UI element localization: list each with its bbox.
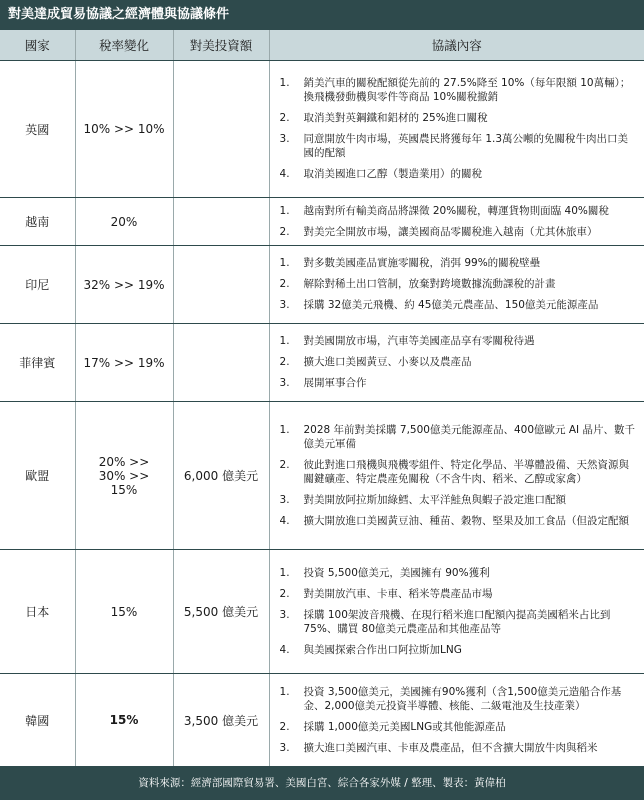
country-cell: 歐盟: [0, 402, 75, 550]
investment-cell: 6,000 億美元: [173, 402, 269, 550]
content-cell: [269, 324, 644, 402]
list-item: 2028 年前對美採購 7,500億美元能源產品、400億歐元 AI 晶片、數千億美元軍備: [303, 423, 635, 450]
country-cell: 菲律賓: [0, 324, 75, 402]
content-cell: [269, 198, 644, 246]
investment-cell: [173, 324, 269, 402]
list-item: 擴大進口美國汽車、卡車及農產品，但不含擴大開放牛肉與稻米: [303, 741, 598, 754]
list-item: 銷美汽車的關稅配額從先前的 27.5%降至 10%（每年限額 10萬輛）；換飛機發動機與零件等商品 10%關稅撤銷: [303, 77, 631, 103]
list-item: 對美開放汽車、卡車、稻米等農產品市場: [303, 587, 493, 600]
country-cell: 印尼: [0, 246, 75, 324]
tariff-cell: 15%: [75, 674, 173, 767]
table-row: [0, 550, 644, 674]
tariff-cell: 17% >> 19%: [75, 324, 173, 402]
list-item: 擴大開放進口美國黃豆油、種苗、穀物、堅果及加工食品（但設定配額: [303, 514, 629, 527]
investment-cell: [173, 61, 269, 198]
header-investment: 對美投資額: [173, 30, 269, 61]
content-cell: [269, 550, 644, 674]
tariff-cell: 20%: [75, 198, 173, 246]
list-item: 展開軍事合作: [303, 377, 367, 389]
source-footer: 資料來源：經濟部國際貿易署、美國白宮、綜合各家外媒 / 整理、製表：黃偉柏: [0, 766, 644, 800]
tariff-cell: 20% >> 30% >> 15%: [75, 402, 173, 550]
content-cell: [269, 674, 644, 767]
investment-cell: 5,500 億美元: [173, 550, 269, 674]
investment-cell: 3,500 億美元: [173, 674, 269, 767]
list-item: 對美開放阿拉斯加綠鱈、太平洋鮭魚與蝦子設定進口配額: [303, 493, 566, 506]
header-content: 協議內容: [269, 30, 644, 61]
list-item: 採購 32億美元飛機、約 45億美元農產品、150億美元能源產品: [303, 299, 599, 311]
list-item: 對美完全開放市場，讓美國商品零關稅進入越南（尤其休旅車）: [303, 225, 598, 238]
content-cell: [269, 61, 644, 198]
list-item: 投資 3,500億美元，美國擁有90%獲利（含1,500億美元造船合作基金、2,000億美元投資半導體、核能、二級電池及生技產業）: [303, 685, 622, 712]
list-item: 與美國探索合作出口阿拉斯加LNG: [303, 643, 462, 656]
list-item: 採購 1,000億美元美國LNG或其他能源產品: [303, 720, 506, 733]
list-item: 投資 5,500億美元，美國擁有 90%獲利: [303, 566, 490, 579]
list-item: 彼此對進口飛機與飛機零組件、特定化學品、半導體設備、天然資源與關鍵礦產、特定農產免關稅（不含牛肉、稻米、乙醇或家禽）: [303, 458, 629, 485]
list-item: 解除對稀土出口管制，放棄對跨境數據流動課稅的計畫: [303, 278, 556, 290]
country-cell: 韓國: [0, 674, 75, 767]
country-cell: 越南: [0, 198, 75, 246]
table-row: [0, 674, 644, 767]
page-title: 對美達成貿易協議之經濟體與協議條件: [0, 0, 644, 30]
list-item: 擴大進口美國黃豆、小麥以及農產品: [303, 356, 472, 368]
table-row: [0, 324, 644, 402]
content-cell: [269, 402, 644, 550]
header-country: 國家: [0, 30, 75, 61]
tariff-cell: 15%: [75, 550, 173, 674]
list-item: 對多數美國產品實施零關稅，消弭 99%的關稅壁壘: [303, 257, 541, 269]
country-cell: 日本: [0, 550, 75, 674]
investment-cell: [173, 198, 269, 246]
country-cell: 英國: [0, 61, 75, 198]
header-tariff: 稅率變化: [75, 30, 173, 61]
investment-cell: [173, 246, 269, 324]
table-row: [0, 402, 644, 550]
tariff-cell: 10% >> 10%: [75, 61, 173, 198]
list-item: 越南對所有輸美商品將課徵 20%關稅，轉運貨物則面臨 40%關稅: [303, 204, 609, 217]
table-row: [0, 198, 644, 246]
list-item: 對美國開放市場，汽車等美國產品享有零關稅待遇: [303, 335, 535, 347]
list-item: 同意開放牛肉市場，英國農民將獲每年 1.3萬公噸的免關稅牛肉出口美國的配額: [303, 133, 629, 159]
content-cell: [269, 246, 644, 324]
list-item: 取消美國進口乙醇（製造業用）的關稅: [303, 168, 482, 180]
table-header-row: [0, 30, 644, 61]
list-item: 取消美對英鋼鐵和鋁材的 25%進口關稅: [303, 112, 488, 124]
table-row: [0, 61, 644, 198]
agreement-table: [0, 30, 644, 767]
tariff-cell: 32% >> 19%: [75, 246, 173, 324]
list-item: 採購 100架波音飛機、在現行稻米進口配額內提高美國稻米占比到 75%、購買 80億美元農產品和其他產品等: [303, 608, 611, 635]
table-row: [0, 246, 644, 324]
